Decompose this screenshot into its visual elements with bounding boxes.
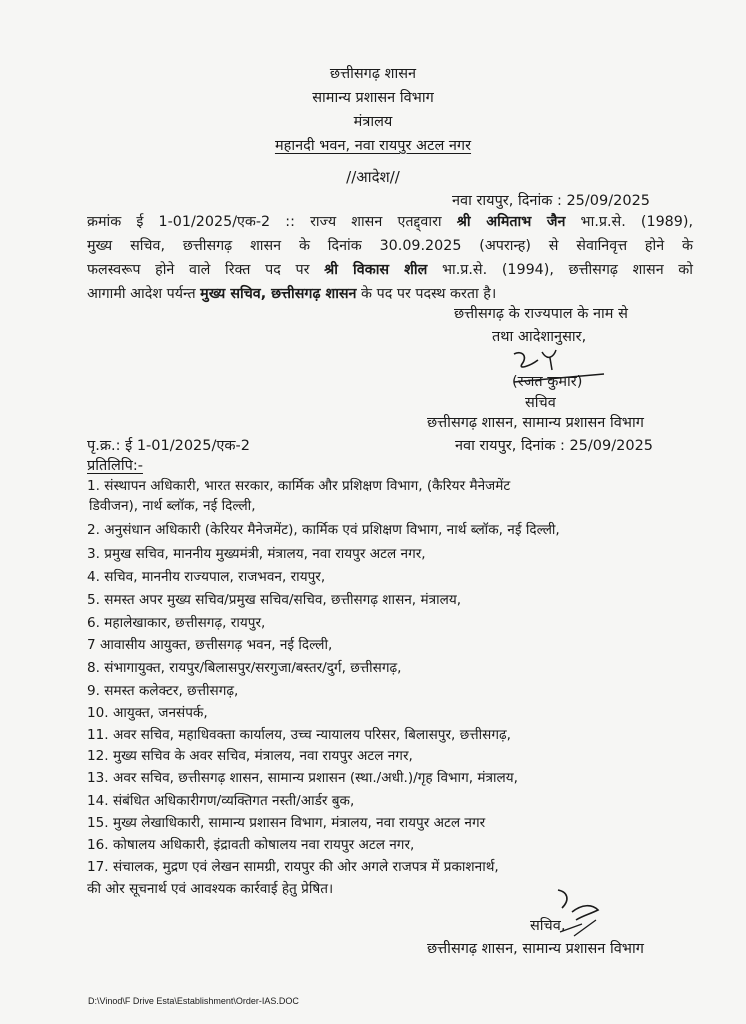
- order-title: //आदेश//: [346, 168, 400, 186]
- copy-list-item: 13. अवर सचिव, छत्तीसगढ़ शासन, सामान्य प्रशासन (स्था./अधी.)/गृह विभाग, मंत्रालय,: [87, 770, 518, 786]
- authority-line-1: छत्तीसगढ़ के राज्यपाल के नाम से: [454, 306, 628, 322]
- copy-list-item: डिवीजन), नार्थ ब्लॉक, नई दिल्ली,: [89, 498, 256, 514]
- signature-1-name: (रजत कुमार): [512, 374, 583, 390]
- copy-list-item: 6. महालेखाकार, छत्तीसगढ़, रायपुर,: [87, 615, 266, 631]
- order-body-line-2: मुख्य सचिव, छत्तीसगढ़ शासन के दिनांक 30.09.2025 (अपरान्ह) से सेवानिवृत्त होने के: [87, 238, 693, 254]
- order-body-line-3: फलस्वरूप होने वाले रिक्त पद पर श्री विकास शील भा.प्र.से. (1994), छत्तीसगढ़ शासन को: [87, 262, 693, 278]
- retiring-officer-name: श्री अमिताभ जैन: [456, 214, 566, 230]
- copy-list-item: 7 आवासीय आयुक्त, छत्तीसगढ़ भवन, नई दिल्ली,: [87, 637, 333, 653]
- appointed-officer-name: श्री विकास शील: [324, 262, 428, 278]
- copy-list-item: 16. कोषालय अधिकारी, इंद्रावती कोषालय नवा रायपुर अटल नगर,: [87, 837, 415, 853]
- copy-list-item: 3. प्रमुख सचिव, माननीय मुख्यमंत्री, मंत्रालय, नवा रायपुर अटल नगर,: [87, 546, 426, 562]
- copy-list-item: 2. अनुसंधान अधिकारी (केरियर मैनेजमेंट), कार्मिक एवं प्रशिक्षण विभाग, नार्थ ब्लॉक, नई दिल्ली,: [87, 522, 560, 538]
- copy-list-item: 5. समस्त अपर मुख्य सचिव/प्रमुख सचिव/सचिव, छत्तीसगढ़ शासन, मंत्रालय,: [87, 592, 462, 608]
- order-date: नवा रायपुर, दिनांक : 25/09/2025: [452, 193, 651, 209]
- footer-file-path: D:\Vinod\F Drive Esta\Establishment\Order-IAS.DOC: [88, 996, 299, 1006]
- copy-list-item: 10. आयुक्त, जनसंपर्क,: [87, 705, 208, 721]
- signature-2-designation: सचिव,: [530, 918, 566, 934]
- copy-heading: प्रतिलिपि:-: [87, 458, 143, 474]
- order-body-line-1: क्रमांक ई 1-01/2025/एक-2 :: राज्य शासन एतद्द्वारा श्री अमिताभ जैन भा.प्र.से. (1989),: [87, 214, 693, 230]
- copy-reference: पृ.क्र.: ई 1-01/2025/एक-2: [87, 438, 251, 454]
- copy-list-item: 8. संभागायुक्त, रायपुर/बिलासपुर/सरगुजा/बस्तर/दुर्ग, छत्तीसगढ़,: [87, 660, 402, 676]
- appointed-post: मुख्य सचिव, छत्तीसगढ़ शासन: [200, 286, 357, 302]
- header-ministry: मंत्रालय: [353, 114, 393, 130]
- copy-list-item: 17. संचालक, मुद्रण एवं लेखन सामग्री, रायपुर की ओर अगले राजपत्र में प्रकाशनार्थ,: [87, 859, 499, 875]
- signature-2-department: छत्तीसगढ़ शासन, सामान्य प्रशासन विभाग: [427, 941, 644, 957]
- authority-line-2: तथा आदेशानुसार,: [492, 329, 587, 345]
- header-department: सामान्य प्रशासन विभाग: [312, 90, 434, 106]
- copy-list-item: 12. मुख्य सचिव के अवर सचिव, मंत्रालय, नवा रायपुर अटल नगर,: [87, 748, 413, 764]
- copy-list-item: 9. समस्त कलेक्टर, छत्तीसगढ़,: [87, 683, 239, 699]
- copy-list-item: 14. संबंधित अधिकारीगण/व्यक्तिगत नस्ती/आर्डर बुक,: [87, 793, 355, 809]
- signature-1-designation: सचिव: [525, 395, 556, 411]
- copy-list-item: 1. संस्थापन अधिकारी, भारत सरकार, कार्मिक और प्रशिक्षण विभाग, (कैरियर मैनेजमेंट: [87, 478, 511, 494]
- header-government: छत्तीसगढ़ शासन: [329, 66, 417, 82]
- copy-list-item: 11. अवर सचिव, महाधिवक्ता कार्यालय, उच्च न्यायालय परिसर, बिलासपुर, छत्तीसगढ़,: [87, 727, 511, 743]
- copy-list-closing: की ओर सूचनार्थ एवं आवश्यक कार्रवाई हेतु प्रेषित।: [87, 881, 334, 897]
- copy-list-item: 15. मुख्य लेखाधिकारी, सामान्य प्रशासन विभाग, मंत्रालय, नवा रायपुर अटल नगर: [87, 815, 486, 831]
- signature-1-department: छत्तीसगढ़ शासन, सामान्य प्रशासन विभाग: [427, 415, 644, 431]
- copy-list-item: 4. सचिव, माननीय राज्यपाल, राजभवन, रायपुर,: [87, 569, 326, 585]
- header-address: महानदी भवन, नवा रायपुर अटल नगर: [274, 138, 472, 154]
- signature-1-date: नवा रायपुर, दिनांक : 25/09/2025: [455, 438, 654, 454]
- order-body-line-4: आगामी आदेश पर्यन्त मुख्य सचिव, छत्तीसगढ़ शासन के पद पर पदस्थ करता है।: [87, 286, 497, 302]
